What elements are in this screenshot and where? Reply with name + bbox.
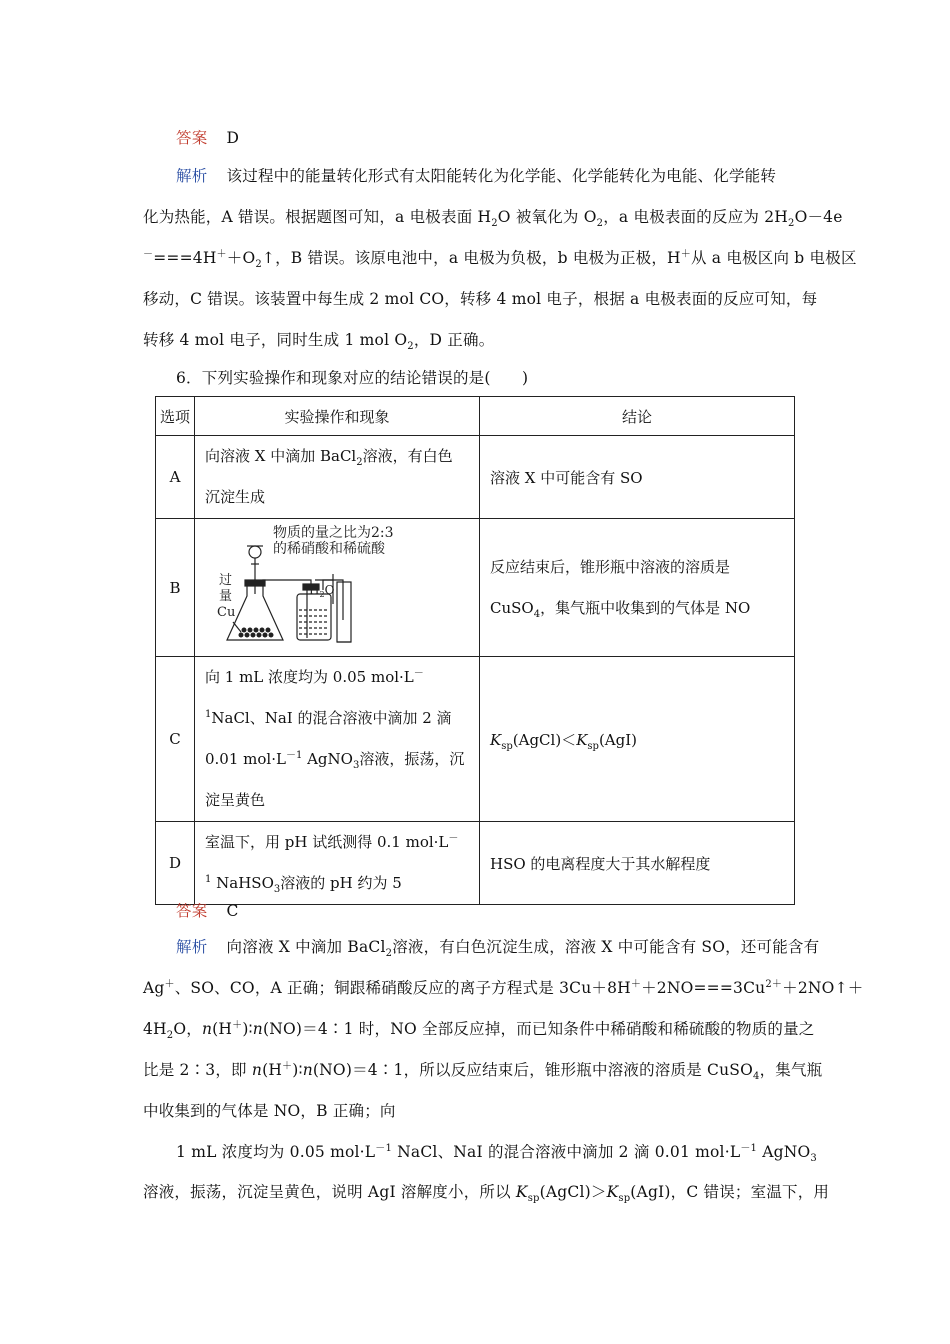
answer-value: C xyxy=(226,902,239,920)
analysis-line-4: 移动，C 错误。该装置中每生成 2 mol CO，转移 4 mol 电子，根据 a 电极表面的反应可知，每 xyxy=(143,290,818,308)
row-operation-figure xyxy=(195,519,480,657)
question-6-stem: 6．下列实验操作和现象对应的结论错误的是( ) xyxy=(176,369,529,387)
analysis-line-1: 解析 该过程中的能量转化形式有太阳能转化为化学能、化学能转化为电能、化学能转 xyxy=(176,167,777,185)
row-conclusion: HSO 的电离程度大于其水解程度 xyxy=(480,822,795,905)
table-row xyxy=(156,657,795,822)
table-row xyxy=(156,519,795,657)
analysis-line-3: $^-===4H^++O_2↑$，B 错误。该原电池中，a 电极为负极，b 电极为正极，H＋从 a 电极区向 b 电极区 xyxy=(143,248,857,271)
analysis-label: 解析 xyxy=(176,938,208,956)
table-header-row xyxy=(156,397,795,436)
analysis6-line-3: $4H_2O$，n(H＋)∶n(NO)＝4∶1 时，NO 全部反应掉，而已知条件中稀硝酸和稀硫酸的物质的量之 xyxy=(143,1019,815,1042)
analysis6-line-2: Ag＋、SO、CO，A 正确；铜跟稀硝酸反应的离子方程式是 $3Cu+8H^++2NO===3Cu^{2+}+2NO↑+$ xyxy=(143,978,864,997)
row-option: C xyxy=(156,657,195,822)
experiment-table xyxy=(155,396,795,905)
analysis-label: 解析 xyxy=(176,167,208,185)
svg-text:量: 量 xyxy=(219,588,233,604)
row-operation: 向溶液 X 中滴加 BaCl$_2$溶液，有白色 沉淀生成 xyxy=(195,436,480,519)
row-conclusion: 反应结束后，锥形瓶中溶液的溶质是 CuSO$_4$，集气瓶中收集到的气体是 NO xyxy=(480,519,795,657)
analysis-line-5: 转移 4 mol 电子，同时生成 1 mol $O_2$，D 正确。 xyxy=(143,331,495,353)
header-option: 选项 xyxy=(156,397,195,436)
figure-label-ratio: 物质的量之比为2:3 xyxy=(273,524,394,541)
table-row xyxy=(156,436,795,519)
analysis6-line-5: 中收集到的气体是 NO，B 正确；向 xyxy=(143,1102,396,1120)
row-option: D xyxy=(156,822,195,905)
row-conclusion: $K_{sp}(AgCl)<K_{sp}(AgI)$ xyxy=(480,657,795,822)
row-operation: 向 1 mL 浓度均为 0.05 mol·L－ $^1$NaCl、NaI 的混合溶液中滴加 2 滴 0.01 $mol\cdot L^{-1}$ AgNO$_3$溶液，振荡，沉 淀呈黄色 xyxy=(195,657,480,822)
analysis6-line-1: 解析 向溶液 X 中滴加 BaCl$_2$溶液，有白色沉淀生成，溶液 X 中可能含有 SO，还可能含有 xyxy=(176,938,820,960)
header-operation: 实验操作和现象 xyxy=(195,397,480,436)
answer-value: D xyxy=(226,129,240,147)
svg-text:过: 过 xyxy=(219,572,233,588)
header-conclusion: 结论 xyxy=(480,397,795,436)
analysis6-line-6: 1 mL 浓度均为 0.05 $mol\cdot L^{-1}$ NaCl、NaI 的混合溶液中滴加 2 滴 0.01 $mol\cdot L^{-1}$ AgNO$_3$ xyxy=(176,1142,817,1165)
answer-line-q5 xyxy=(176,126,239,148)
table-row xyxy=(156,822,795,905)
figure-label-water: $H_2O$ xyxy=(309,582,335,599)
analysis6-line-7: 溶液，振荡，沉淀呈黄色，说明 AgI 溶解度小，所以 $K_{sp}(AgCl)>K_{sp}(AgI)$，C 错误；室温下，用 xyxy=(143,1183,830,1205)
answer-label: 答案 xyxy=(176,902,208,920)
row-operation: 室温下，用 pH 试纸测得 0.1 mol·L－ $^1$ NaHSO$_3$溶液的 pH 约为 5 xyxy=(195,822,480,905)
figure-label-acids: 的稀硝酸和稀硫酸 xyxy=(273,540,385,557)
row-option: A xyxy=(156,436,195,519)
row-option: B xyxy=(156,519,195,657)
row-conclusion: 溶液 X 中可能含有 SO xyxy=(480,436,795,519)
answer-line-q6 xyxy=(176,899,239,921)
apparatus-diagram xyxy=(217,524,457,652)
analysis-line-2: 化为热能，A 错误。根据题图可知，a 电极表面 $H_2O$ 被氧化为 $O_2$，a 电极表面的反应为 $2H_2O-4e$ xyxy=(143,208,843,230)
answer-label: 答案 xyxy=(176,129,208,147)
analysis6-line-4: 比是 2∶3，即 n(H＋)∶n(NO)＝4∶1，所以反应结束后，锥形瓶中溶液的溶质是 CuSO$_4$，集气瓶 xyxy=(143,1060,823,1083)
svg-text:Cu: Cu xyxy=(217,604,236,620)
